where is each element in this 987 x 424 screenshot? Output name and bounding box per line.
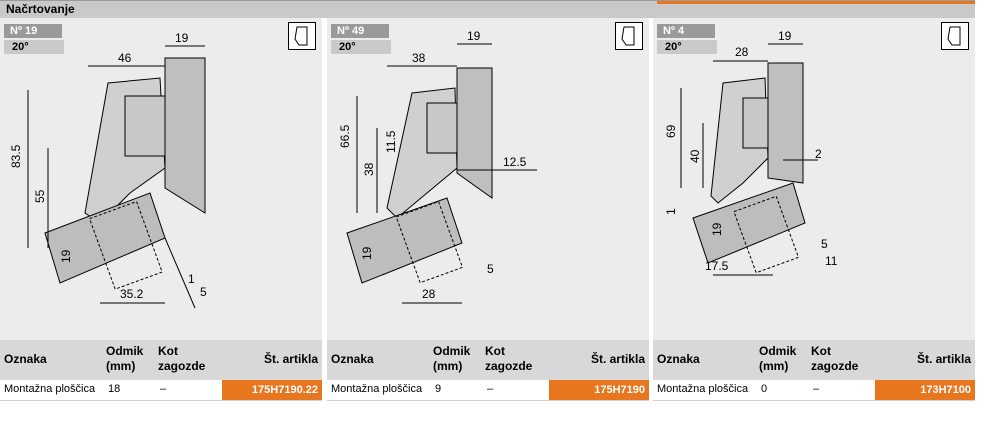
col-oznaka: Oznaka	[331, 352, 374, 366]
cell-oznaka: Montažna ploščica	[331, 383, 423, 395]
col-artikel: Št. artikla	[590, 352, 645, 366]
hinge-panel-49	[327, 18, 649, 424]
cell-oznaka: Montažna ploščica	[657, 383, 749, 395]
technical-drawing	[0, 18, 322, 340]
col-kot-line2: zagozde	[811, 359, 859, 373]
article-number-link[interactable]: 173H7100	[875, 380, 975, 400]
technical-drawing	[653, 18, 975, 340]
dim-label: 55	[33, 189, 47, 203]
hinge-body	[743, 98, 768, 148]
table-row	[327, 380, 649, 401]
cell-odmik: 0	[761, 383, 768, 395]
cell-odmik: 18	[108, 383, 121, 395]
section-title: Načrtovanje	[6, 2, 75, 16]
col-kot	[485, 344, 532, 374]
col-odmik-line1: Odmik	[759, 344, 797, 358]
dim-label: 46	[118, 51, 132, 65]
col-kot-line1: Kot	[158, 344, 178, 358]
col-kot-line2: zagozde	[158, 359, 206, 373]
hinge-body	[427, 103, 457, 153]
dim-label: 28	[735, 45, 749, 59]
table-header	[327, 340, 649, 380]
dim-label: 19	[360, 246, 374, 260]
col-oznaka: Oznaka	[657, 352, 700, 366]
col-odmik	[433, 344, 470, 374]
table-row	[0, 380, 322, 401]
article-number-link[interactable]: 175H7190	[549, 380, 649, 400]
dim-label: 19	[710, 222, 724, 236]
hinge-symbol-icon	[615, 22, 643, 50]
dim-label: 19	[467, 29, 481, 43]
dim-label: 5	[821, 237, 828, 251]
dim-label: 11	[825, 254, 838, 268]
dim-label: 5	[200, 285, 207, 299]
hinge-panel-19	[0, 18, 322, 424]
col-artikel: Št. artikla	[263, 352, 318, 366]
dim-label: 5	[487, 262, 494, 276]
col-kot	[158, 344, 205, 374]
dim-label: 38	[362, 162, 376, 176]
dim-label: 28	[422, 287, 436, 301]
cabinet-side	[165, 58, 205, 213]
dim-label: 19	[778, 29, 792, 43]
cell-oznaka: Montažna ploščica	[4, 383, 96, 395]
article-number-link[interactable]: 175H7190.22	[222, 380, 322, 400]
hinge-number: Nº 4	[657, 24, 715, 38]
drawing-svg	[653, 18, 975, 340]
table-row	[653, 380, 975, 401]
cell-kot: –	[487, 383, 494, 395]
cabinet-side	[457, 68, 492, 198]
dim-label: 35.2	[120, 287, 144, 301]
col-kot	[811, 344, 858, 374]
cell-odmik: 9	[435, 383, 442, 395]
hinge-angle: 20°	[657, 40, 717, 54]
dim-label: 38	[412, 51, 426, 65]
col-odmik	[106, 344, 143, 374]
drawing-svg	[0, 18, 322, 340]
col-odmik-line2: (mm)	[433, 359, 463, 373]
col-odmik-line2: (mm)	[759, 359, 789, 373]
table-header	[0, 340, 322, 380]
col-odmik-line1: Odmik	[433, 344, 471, 358]
hinge-symbol-icon	[941, 22, 969, 50]
dim-label: 19	[59, 249, 73, 263]
cabinet-side	[768, 63, 803, 183]
hinge-number: Nº 49	[331, 24, 389, 38]
cell-kot: –	[813, 383, 820, 395]
dim-label: 1	[664, 208, 678, 215]
col-odmik-line1: Odmik	[106, 344, 144, 358]
hinge-symbol-icon	[288, 22, 316, 50]
dim-label: 69	[664, 124, 678, 138]
dim-label: 40	[688, 149, 702, 163]
col-kot-line2: zagozde	[485, 359, 533, 373]
dim-label: 1	[188, 272, 195, 286]
col-kot-line1: Kot	[811, 344, 831, 358]
dim-label: 17.5	[705, 259, 729, 273]
hinge-body	[125, 96, 165, 156]
col-odmik-line2: (mm)	[106, 359, 136, 373]
technical-drawing	[327, 18, 649, 340]
hinge-panel-4	[653, 18, 975, 424]
dim-label: 12.5	[503, 155, 527, 169]
dim-label: 2	[815, 147, 822, 161]
dim-label: 19	[175, 31, 189, 45]
cell-kot: –	[160, 383, 167, 395]
hinge-number: Nº 19	[4, 24, 62, 38]
col-odmik	[759, 344, 796, 374]
col-kot-line1: Kot	[485, 344, 505, 358]
drawing-svg	[327, 18, 649, 340]
section-header	[0, 0, 975, 18]
col-oznaka: Oznaka	[4, 352, 47, 366]
dim-label: 66.5	[338, 124, 352, 148]
hinge-angle: 20°	[4, 40, 64, 54]
accent-bar	[657, 1, 975, 4]
col-artikel: Št. artikla	[916, 352, 971, 366]
table-header	[653, 340, 975, 380]
dim-label: 83.5	[9, 144, 23, 168]
dim-label: 11.5	[384, 130, 398, 153]
hinge-angle: 20°	[331, 40, 391, 54]
